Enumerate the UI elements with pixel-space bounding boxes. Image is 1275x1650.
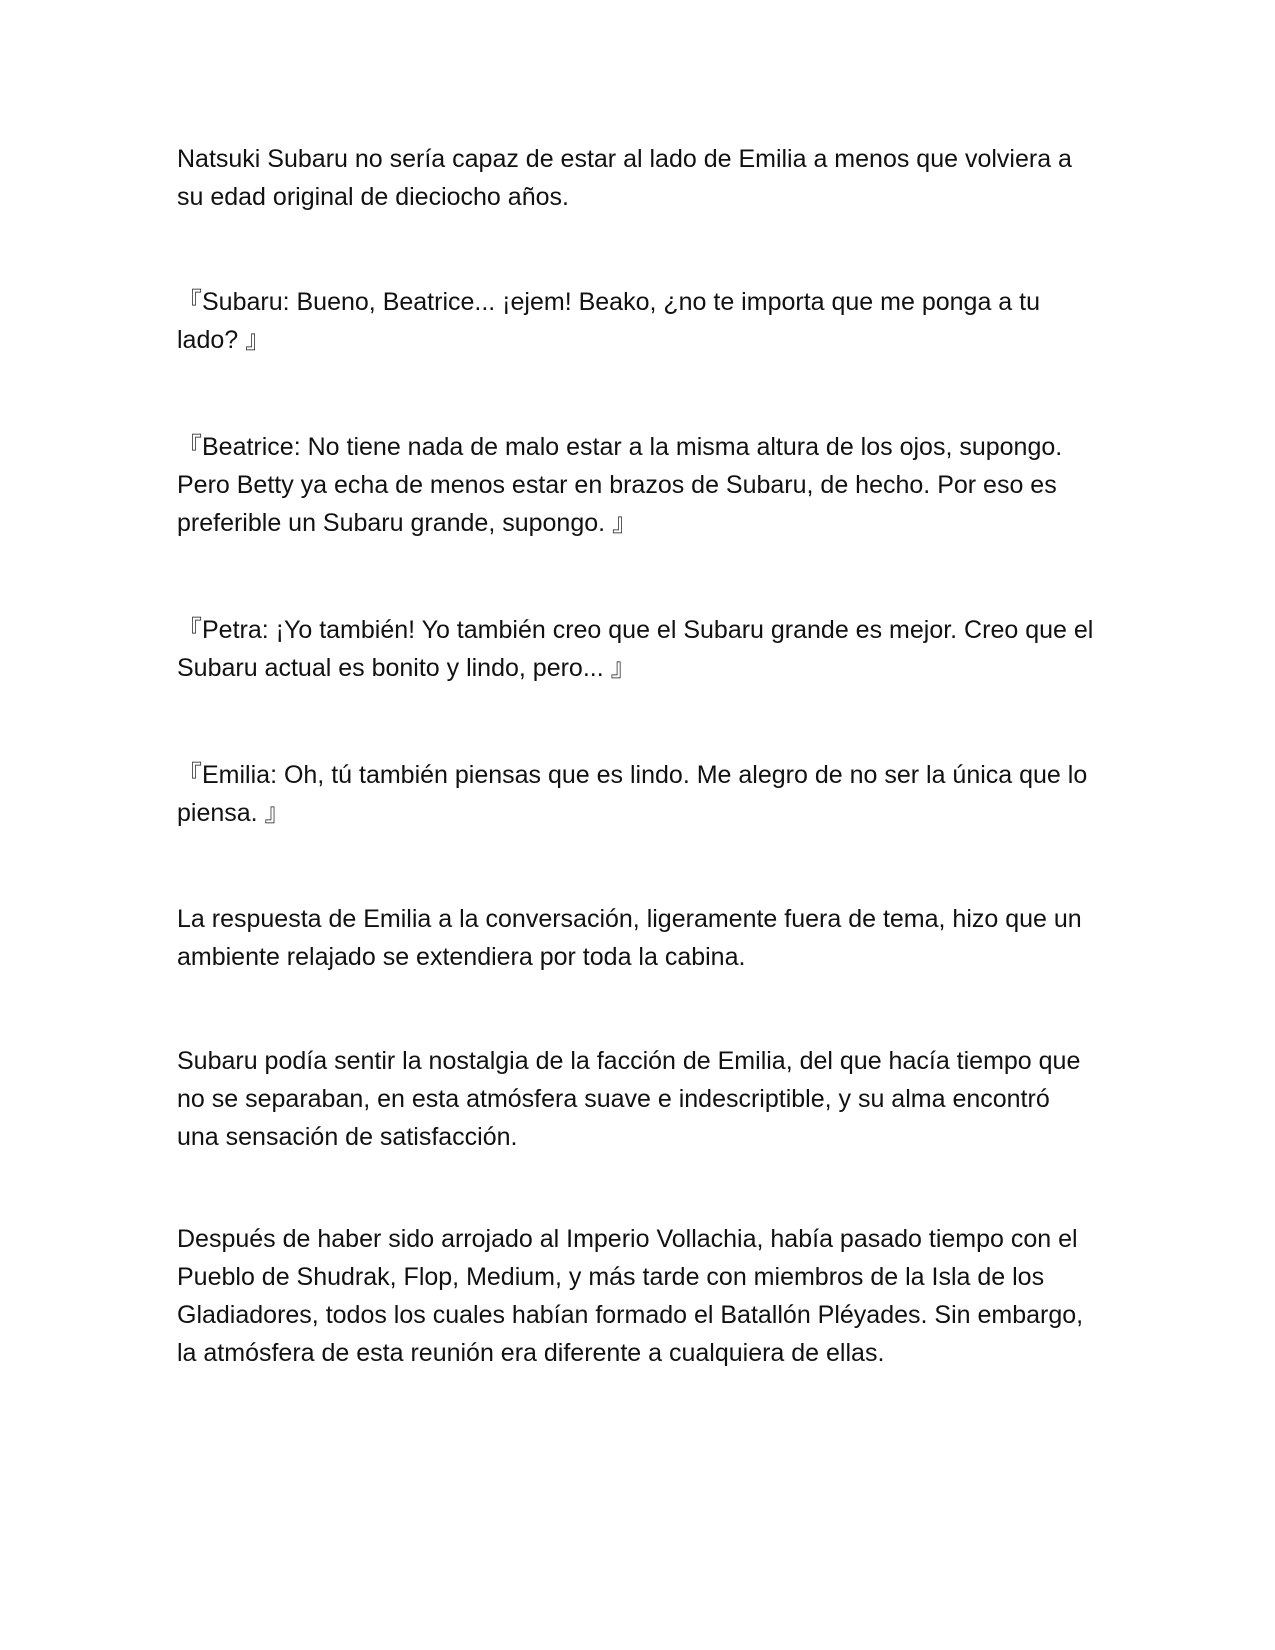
paragraph-dialogue-petra: 『Petra: ¡Yo también! Yo también creo que el Subaru grande es mejor. Creo que el Subaru actual es bonito y lindo, pero... 』 [177,616,1094,682]
paragraph-narration-3: Subaru podía sentir la nostalgia de la facción de Emilia, del que hacía tiempo que no se separaban, en esta atmósfera suave e indescriptible, y su alma encontró una sensación de satisfacción. [177,1047,1081,1151]
paragraph-dialogue-subaru: 『Subaru: Bueno, Beatrice... ¡ejem! Beako, ¿no te importa que me ponga a tu lado? 』 [177,288,1040,354]
paragraph-narration-2: La respuesta de Emilia a la conversación, ligeramente fuera de tema, hizo que un ambiente relajado se extendiera por toda la cabina. [177,905,1082,971]
paragraph-dialogue-beatrice: 『Beatrice: No tiene nada de malo estar a la misma altura de los ojos, supongo. Pero Betty ya echa de menos estar en brazos de Subaru, de hecho. Por eso es preferible un Subaru grande, supongo. 』 [177,433,1063,537]
paragraph-narration-1: Natsuki Subaru no sería capaz de estar al lado de Emilia a menos que volviera a su edad original de dieciocho años. [177,145,1072,211]
paragraph-dialogue-emilia: 『Emilia: Oh, tú también piensas que es lindo. Me alegro de no ser la única que lo piensa. 』 [177,761,1088,827]
paragraph-narration-4: Después de haber sido arrojado al Imperio Vollachia, había pasado tiempo con el Pueblo de Shudrak, Flop, Medium, y más tarde con miembros de la Isla de los Gladiadores, todos los cuales habían formado el Batallón Pléyades. Sin embargo, la atmósfera de esta reunión era diferente a cualquiera de ellas. [177,1225,1084,1367]
